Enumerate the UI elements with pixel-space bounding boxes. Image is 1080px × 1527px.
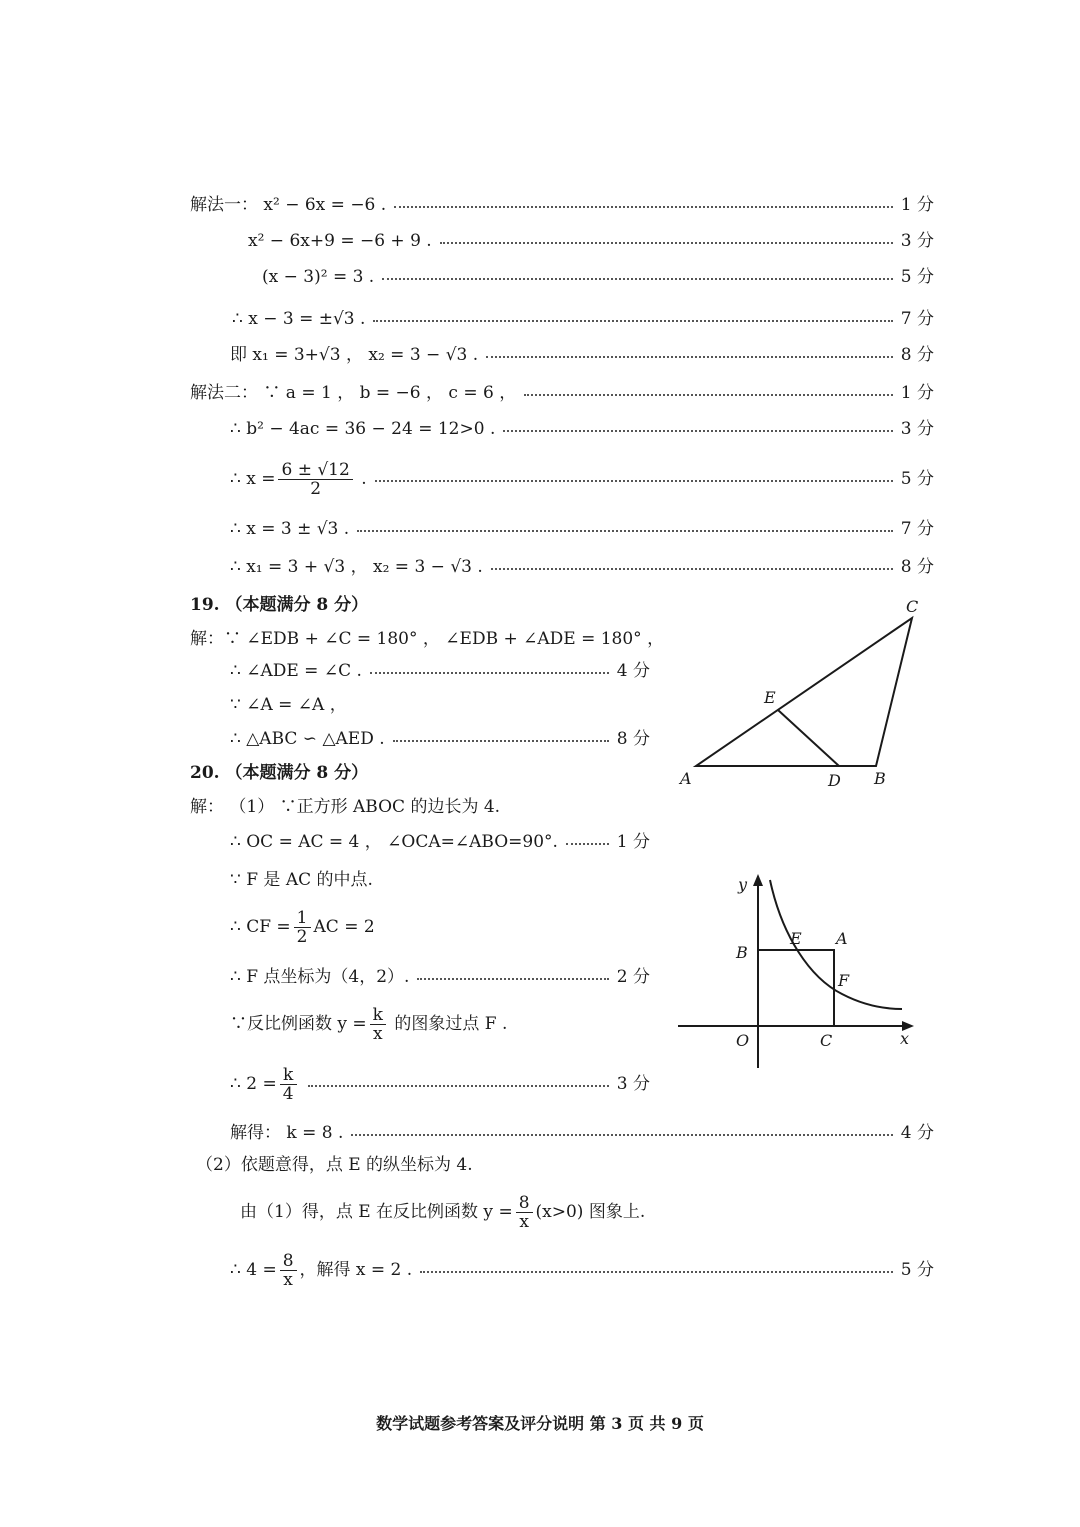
label-o: O xyxy=(736,1031,750,1050)
score: 1 分 xyxy=(900,383,934,403)
sol2-step2 xyxy=(190,414,934,444)
label-b: B xyxy=(874,769,886,788)
score: 3 分 xyxy=(616,1074,650,1094)
step-text: ∴ F 点坐标为（4，2）. xyxy=(230,967,410,987)
leader-dots xyxy=(382,278,893,280)
q20-step8 xyxy=(190,1118,934,1148)
step-text xyxy=(190,1060,300,1108)
sol2-step5 xyxy=(190,552,934,582)
label-f: F xyxy=(838,971,850,990)
q19-step4 xyxy=(190,724,650,754)
score: 5 分 xyxy=(900,1260,934,1280)
label-c: C xyxy=(820,1031,833,1050)
leader-dots xyxy=(566,843,609,845)
step-text: ∴ △ABC ∽ △AED . xyxy=(230,729,385,749)
q20-step4 xyxy=(230,904,375,950)
sol1-step2 xyxy=(190,226,934,256)
sol1-step5 xyxy=(190,340,934,370)
q20-step5 xyxy=(190,962,650,992)
step-text: ∴ x₁ = 3 + √3 ， x₂ = 3 − √3 . xyxy=(230,557,483,577)
leader-dots xyxy=(440,242,893,244)
score: 1 分 xyxy=(616,832,650,852)
q19-header: 19. （本题满分 8 分） xyxy=(190,595,369,615)
eq-prefix: ∴ 4 = xyxy=(230,1260,277,1280)
q20-step3: ∵ F 是 AC 的中点. xyxy=(230,870,373,890)
q19-step1: 解：∵ ∠EDB + ∠C = 180° ， ∠EDB + ∠ADE = 180° ， xyxy=(190,629,665,649)
step-text: (x − 3)² = 3 . xyxy=(262,267,375,287)
segment-ed xyxy=(778,710,839,766)
fraction xyxy=(280,1252,297,1289)
step-text: ∴ x = 3 ± √3 . xyxy=(230,519,350,539)
step-text: 解法一： x² − 6x = −6 . xyxy=(190,195,387,215)
step-text: ∴ b² − 4ac = 36 − 24 = 12>0 . xyxy=(230,419,496,439)
score: 4 分 xyxy=(900,1123,934,1143)
sol1-step4 xyxy=(190,304,934,334)
label-c: C xyxy=(906,597,919,616)
q20-step2 xyxy=(190,827,650,857)
score: 5 分 xyxy=(900,267,934,287)
label-y: y xyxy=(738,875,748,894)
eq-suffix: ，解得 x = 2 . xyxy=(299,1260,413,1280)
leader-dots xyxy=(394,206,893,208)
square-abco xyxy=(758,950,834,1026)
q20-part2: （2）依题意得，点 E 的纵坐标为 4. xyxy=(196,1155,473,1175)
leader-dots xyxy=(308,1085,609,1087)
denominator: 4 xyxy=(282,1084,294,1104)
sol2-step4 xyxy=(190,514,934,544)
sol1-step1 xyxy=(190,190,934,220)
denominator: 2 xyxy=(296,927,308,947)
step-text: 即 x₁ = 3+√3 ， x₂ = 3 − √3 . xyxy=(230,345,479,365)
leader-dots xyxy=(524,394,893,396)
q20-step6 xyxy=(230,1000,507,1048)
label-b: B xyxy=(736,943,748,962)
eq-suffix: (x>0) 图象上. xyxy=(535,1202,646,1222)
eq-prefix: 由（1）得，点 E 在反比例函数 y = xyxy=(240,1202,513,1222)
step-text xyxy=(190,454,367,504)
eq-prefix: ∴ 2 = xyxy=(230,1074,277,1094)
page-footer: 数学试题参考答案及评分说明 第 3 页 共 9 页 xyxy=(376,1414,704,1433)
triangle-abc xyxy=(696,618,912,766)
leader-dots xyxy=(375,480,893,482)
label-d: D xyxy=(828,771,841,790)
step-text: ∴ ∠ADE = ∠C . xyxy=(230,661,362,681)
numerator: 6 ± √12 xyxy=(278,461,352,480)
q20-step10 xyxy=(240,1188,645,1236)
eq-prefix: ∵反比例函数 y = xyxy=(230,1014,367,1034)
step-text: ∴ OC = AC = 4 ， ∠OCA=∠ABO=90°. xyxy=(230,832,558,852)
fraction xyxy=(278,461,352,498)
denominator: x xyxy=(373,1024,383,1044)
score: 7 分 xyxy=(900,309,934,329)
score: 1 分 xyxy=(900,195,934,215)
q20-header: 20. （本题满分 8 分） xyxy=(190,763,369,783)
leader-dots xyxy=(420,1271,893,1273)
q20-step7 xyxy=(190,1060,650,1108)
fraction xyxy=(280,1066,297,1103)
sol2-step1 xyxy=(190,378,934,408)
eq-suffix: . xyxy=(355,469,367,489)
y-axis-arrow xyxy=(753,874,763,886)
score: 8 分 xyxy=(616,729,650,749)
eq-suffix: AC = 2 xyxy=(313,917,375,937)
fraction xyxy=(294,909,311,946)
numerator: 8 xyxy=(516,1194,533,1213)
leader-dots xyxy=(491,568,893,570)
step-text: 解法二： ∵ a = 1 ， b = −6 ， c = 6 ， xyxy=(190,383,517,403)
step-text: ∴ x − 3 = ±√3 . xyxy=(232,309,366,329)
label-e: E xyxy=(764,688,776,707)
label-a: A xyxy=(680,769,692,788)
q20-step11 xyxy=(190,1246,934,1294)
leader-dots xyxy=(357,530,893,532)
leader-dots xyxy=(486,356,893,358)
step-text: x² − 6x+9 = −6 + 9 . xyxy=(248,231,432,251)
numerator: k xyxy=(370,1006,386,1025)
triangle-figure xyxy=(670,590,930,800)
numerator: 8 xyxy=(280,1252,297,1271)
step-text: 解得： k = 8 . xyxy=(230,1123,344,1143)
fraction xyxy=(516,1194,533,1231)
fraction xyxy=(370,1006,386,1043)
label-x: x xyxy=(900,1029,910,1048)
eq-prefix: ∴ CF = xyxy=(230,917,291,937)
numerator: 1 xyxy=(294,909,311,928)
coordinate-figure xyxy=(670,866,930,1076)
score: 2 分 xyxy=(616,967,650,987)
step-text xyxy=(190,1246,412,1294)
q19-step2 xyxy=(190,656,650,686)
q20-step1: 解： （1） ∵正方形 ABOC 的边长为 4. xyxy=(190,797,501,817)
leader-dots xyxy=(373,320,892,322)
label-e: E xyxy=(790,929,802,948)
eq-suffix: 的图象过点 F . xyxy=(388,1014,508,1034)
denominator: x xyxy=(283,1270,293,1290)
leader-dots xyxy=(393,740,609,742)
score: 4 分 xyxy=(616,661,650,681)
q19-step3: ∵ ∠A = ∠A ， xyxy=(230,695,347,715)
eq-prefix: ∴ x = xyxy=(230,469,276,489)
score: 5 分 xyxy=(900,469,934,489)
score: 8 分 xyxy=(900,345,934,365)
leader-dots xyxy=(503,430,892,432)
score: 3 分 xyxy=(900,419,934,439)
leader-dots xyxy=(417,978,608,980)
sol2-step3 xyxy=(190,454,934,504)
score: 7 分 xyxy=(900,519,934,539)
score: 8 分 xyxy=(900,557,934,577)
denominator: 2 xyxy=(310,479,322,499)
denominator: x xyxy=(519,1212,529,1232)
numerator: k xyxy=(280,1066,297,1085)
label-a: A xyxy=(836,929,848,948)
leader-dots xyxy=(351,1134,892,1136)
sol1-step3 xyxy=(190,262,934,292)
leader-dots xyxy=(370,672,609,674)
score: 3 分 xyxy=(900,231,934,251)
